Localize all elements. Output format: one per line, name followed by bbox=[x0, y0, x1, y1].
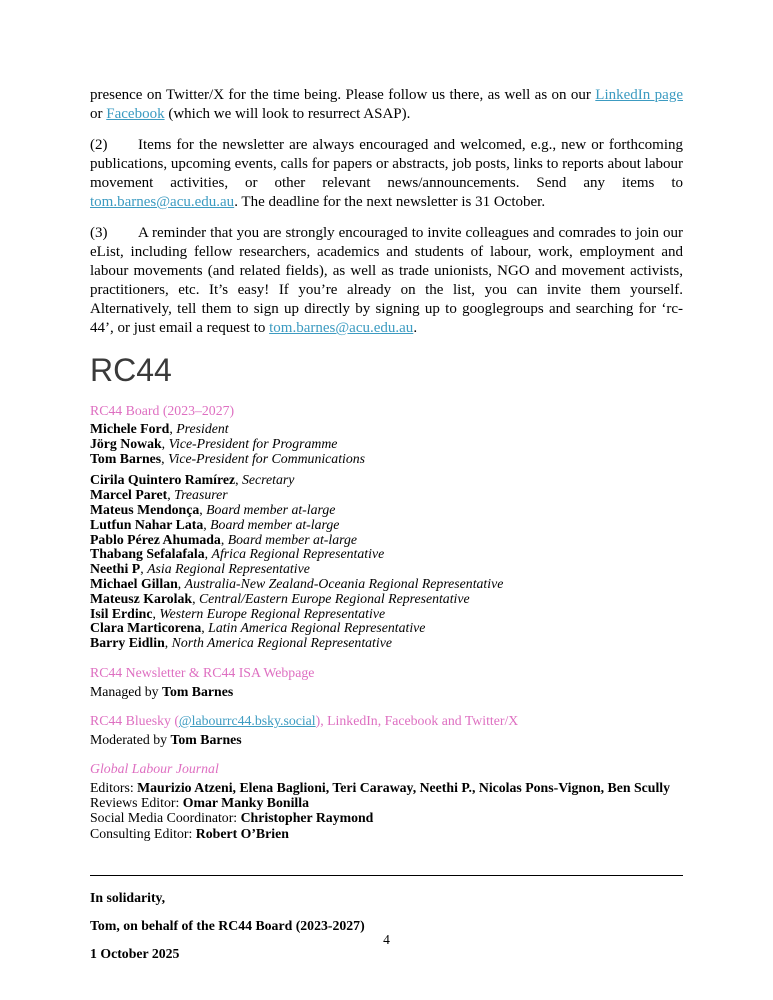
separator: , bbox=[167, 487, 175, 503]
board-member-role: Latin America Regional Representative bbox=[208, 620, 426, 636]
journal-line-label: Consulting Editor: bbox=[90, 825, 196, 841]
board-member-name: Isil Erdinc bbox=[90, 605, 153, 621]
email-link[interactable]: tom.barnes@acu.edu.au bbox=[269, 320, 414, 336]
separator: , bbox=[161, 435, 169, 451]
board-member-name: Michael Gillan bbox=[90, 575, 178, 591]
board-member-name: Pablo Pérez Ahumada bbox=[90, 531, 221, 547]
text-run: . bbox=[413, 320, 418, 336]
separator: , bbox=[169, 421, 177, 436]
text-run: Items for the newsletter are always encouraged and welcomed, e.g., new or forthcoming publications, upcoming events, calls for papers or abstracts, job posts, links to reports about labour movement activities, or other relevant news/announcements. Send any items to bbox=[90, 137, 683, 191]
board-member-row bbox=[90, 562, 683, 577]
board-member-row bbox=[90, 452, 683, 467]
board-member-role: Western Europe Regional Representative bbox=[159, 605, 386, 621]
board-member-name: Thabang Sefalafala bbox=[90, 546, 205, 562]
journal-line-value: Maurizio Atzeni, Elena Baglioni, Teri Caraway, Neethi P., Nicolas Pons-Vignon, Ben Scully bbox=[137, 779, 671, 795]
board-member-row bbox=[90, 488, 683, 503]
separator: , bbox=[177, 575, 185, 591]
journal-line-label: Reviews Editor: bbox=[90, 795, 183, 811]
separator: , bbox=[220, 531, 228, 547]
journal-line-label: Social Media Coordinator: bbox=[90, 810, 241, 826]
board-member-role: Board member at-large bbox=[206, 501, 336, 517]
moderated-by-name: Tom Barnes bbox=[170, 731, 242, 747]
managed-by-prefix: Managed by bbox=[90, 683, 163, 699]
board-member-name: Neethi P bbox=[90, 561, 141, 577]
board-heading: RC44 Board (2023–2027) bbox=[90, 403, 235, 418]
closing-date: 1 October 2025 bbox=[90, 945, 180, 961]
board-member-row bbox=[90, 621, 683, 636]
bluesky-handle-link[interactable]: @labourrc44.bsky.social bbox=[178, 712, 316, 728]
closing-block bbox=[90, 890, 683, 961]
board-member-name: Mateusz Karolak bbox=[90, 590, 193, 606]
separator: , bbox=[161, 450, 169, 466]
linkedin-page-link[interactable]: LinkedIn page bbox=[595, 87, 683, 103]
separator: , bbox=[199, 501, 207, 517]
board-member-role: Africa Regional Representative bbox=[211, 546, 385, 562]
journal-reviews-editor-line bbox=[90, 795, 683, 810]
journal-line-value: Robert O’Brien bbox=[195, 825, 289, 841]
section-title-rc44: RC44 bbox=[90, 352, 172, 388]
separator: , bbox=[203, 516, 211, 532]
board-member-row bbox=[90, 437, 683, 452]
paragraph-item-2 bbox=[90, 136, 683, 212]
paragraph-social-media bbox=[90, 86, 683, 124]
board-member-role: Asia Regional Representative bbox=[147, 561, 310, 577]
text-run: A reminder that you are strongly encouraged to invite colleagues and comrades to join our eList, including fellow researchers, academics and students of labour, work, employment and labour movements (and related fields), as well as trade unionists, NGO and movement activists, practitioners, etc. It’s easy! If you’re already on the list, you can invite them yourself. Alternatively, tell them to sign up directly by signing up to googlegroups and searching for ‘rc-44’, or just email a request to bbox=[90, 225, 683, 336]
journal-social-media-line bbox=[90, 810, 683, 825]
board-member-role: Vice-President for Communications bbox=[168, 450, 366, 466]
closing-signature: Tom, on behalf of the RC44 Board (2023-2027) bbox=[90, 917, 365, 933]
paragraph-number: (3) bbox=[90, 225, 108, 241]
journal-heading: Global Labour Journal bbox=[90, 760, 219, 776]
board-member-role: Board member at-large bbox=[210, 516, 340, 532]
text-run: . The deadline for the next newsletter is 31 October. bbox=[234, 194, 546, 210]
board-member-role: Central/Eastern Europe Regional Representative bbox=[198, 590, 470, 606]
board-member-row bbox=[90, 547, 683, 562]
board-member-name: Barry Eidlin bbox=[90, 635, 165, 651]
text-run: ), LinkedIn, Facebook and Twitter/X bbox=[315, 712, 519, 728]
board-member-row bbox=[90, 503, 683, 518]
text-run: or bbox=[90, 106, 107, 122]
paragraph-text bbox=[90, 137, 683, 210]
journal-consulting-editor-line bbox=[90, 826, 683, 841]
separator: , bbox=[201, 620, 209, 636]
board-member-role: North America Regional Representative bbox=[171, 635, 392, 651]
paragraph-number: (2) bbox=[90, 137, 108, 153]
board-group-officers bbox=[90, 422, 683, 466]
board-member-role: Vice-President for Programme bbox=[168, 435, 338, 451]
board-member-name: Lutfun Nahar Lata bbox=[90, 516, 204, 532]
board-member-row bbox=[90, 592, 683, 607]
paragraph-text bbox=[90, 225, 683, 336]
moderated-by-prefix: Moderated by bbox=[90, 731, 171, 747]
facebook-link[interactable]: Facebook bbox=[106, 106, 165, 122]
board-member-name: Jörg Nowak bbox=[90, 435, 162, 451]
journal-line-label: Editors: bbox=[90, 779, 138, 795]
separator: , bbox=[204, 546, 212, 562]
board-member-row bbox=[90, 533, 683, 548]
separator: , bbox=[152, 605, 160, 621]
board-member-name: Cirila Quintero Ramírez bbox=[90, 472, 236, 488]
board-member-name: Mateus Mendonça bbox=[90, 501, 200, 517]
board-member-name: Michele Ford bbox=[90, 421, 170, 436]
text-run: (which we will look to resurrect ASAP). bbox=[164, 106, 411, 122]
text-run: RC44 Bluesky ( bbox=[90, 712, 179, 728]
email-link[interactable]: tom.barnes@acu.edu.au bbox=[90, 194, 235, 210]
newsletter-managed-by bbox=[90, 684, 683, 699]
board-member-row bbox=[90, 577, 683, 592]
board-member-role: President bbox=[176, 421, 229, 436]
board-member-role: Secretary bbox=[242, 472, 295, 488]
board-member-name: Tom Barnes bbox=[90, 450, 162, 466]
board-member-name: Marcel Paret bbox=[90, 487, 168, 503]
bluesky-heading bbox=[90, 713, 683, 728]
journal-line-value: Christopher Raymond bbox=[240, 810, 374, 826]
separator: , bbox=[192, 590, 199, 606]
board-member-row bbox=[90, 473, 683, 488]
board-member-row bbox=[90, 518, 683, 533]
separator: , bbox=[235, 472, 243, 488]
separator: , bbox=[164, 635, 172, 651]
board-member-row bbox=[90, 607, 683, 622]
bluesky-moderated-by bbox=[90, 732, 683, 747]
journal-line-value: Omar Manky Bonilla bbox=[182, 795, 309, 811]
journal-editors-line bbox=[90, 780, 683, 795]
text-run: presence on Twitter/X for the time being. Please follow us there, as well as on our bbox=[90, 87, 596, 103]
board-list bbox=[90, 422, 683, 651]
board-member-row bbox=[90, 636, 683, 651]
closing-salutation: In solidarity, bbox=[90, 889, 166, 905]
paragraph-item-3 bbox=[90, 224, 683, 338]
board-member-role: Treasurer bbox=[174, 487, 228, 503]
board-member-role: Board member at-large bbox=[227, 531, 357, 547]
board-group-members bbox=[90, 473, 683, 651]
board-member-name: Clara Marticorena bbox=[90, 620, 202, 636]
board-member-role: Australia-New Zealand-Oceania Regional Representative bbox=[184, 575, 504, 591]
page-number: 4 bbox=[383, 932, 390, 947]
separator: , bbox=[140, 561, 148, 577]
board-member-row bbox=[90, 422, 683, 437]
newsletter-heading: RC44 Newsletter & RC44 ISA Webpage bbox=[90, 664, 315, 680]
managed-by-name: Tom Barnes bbox=[162, 683, 234, 699]
horizontal-divider bbox=[90, 875, 683, 876]
